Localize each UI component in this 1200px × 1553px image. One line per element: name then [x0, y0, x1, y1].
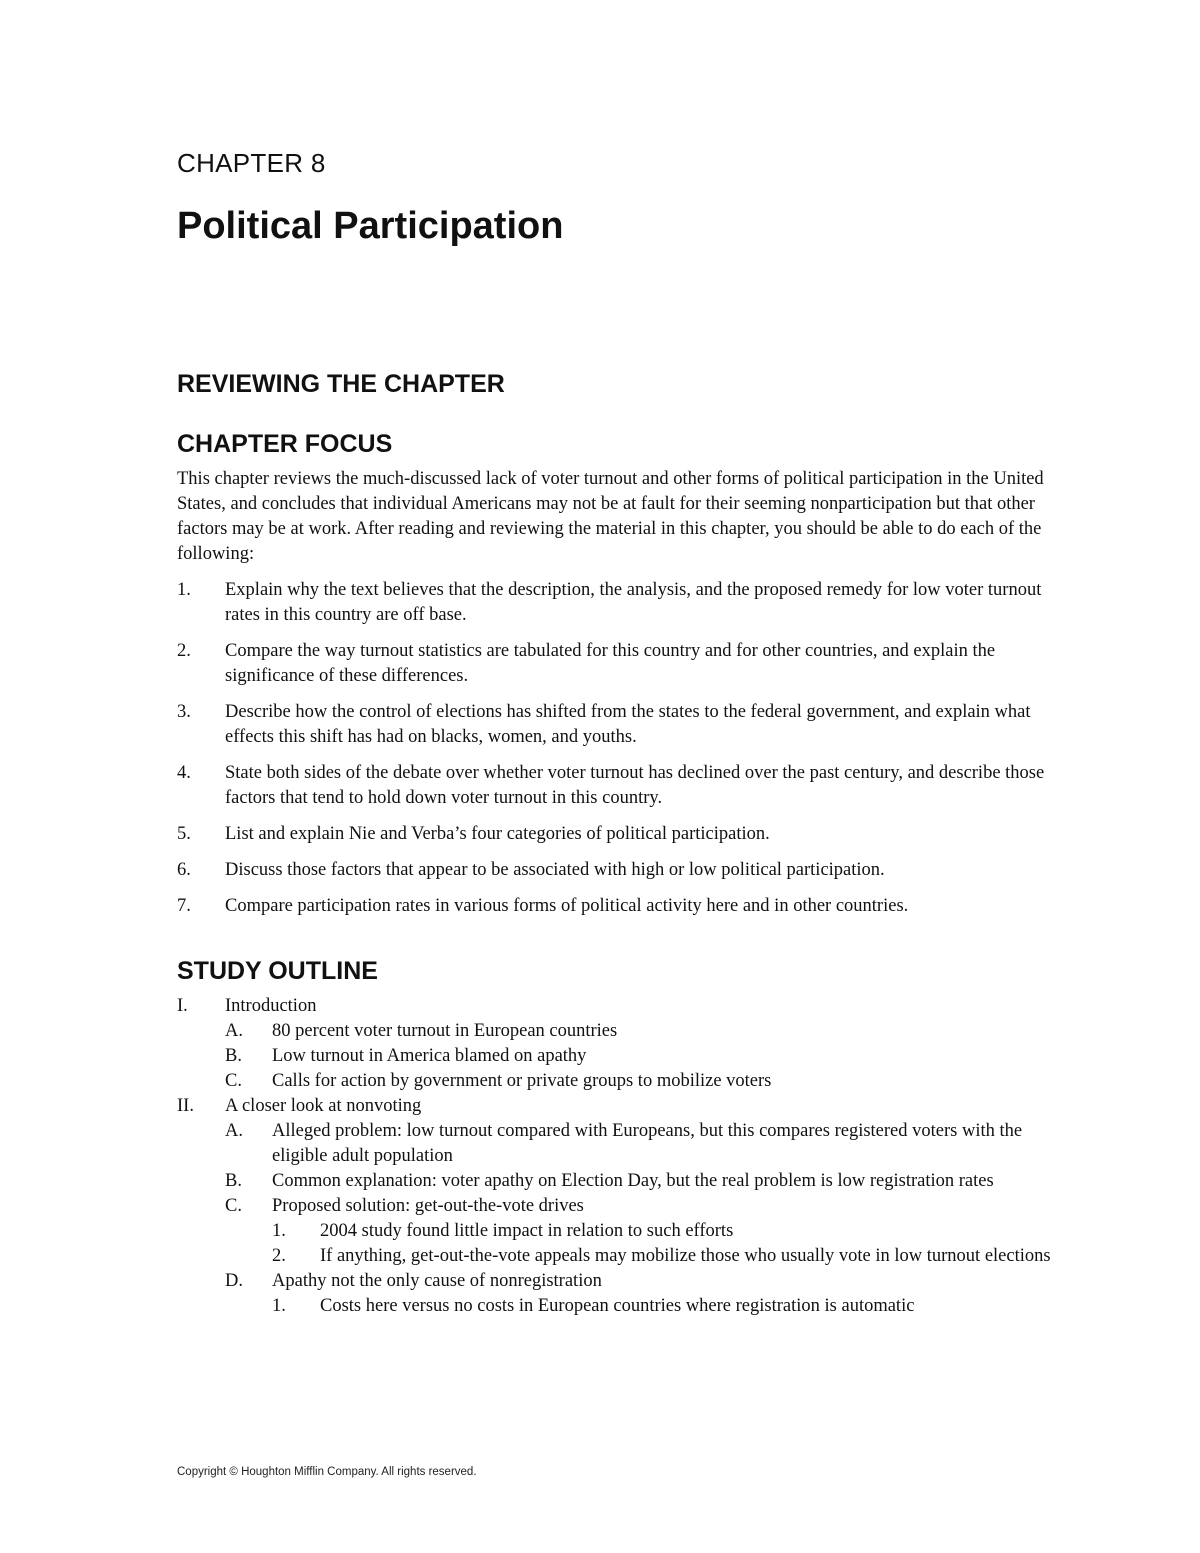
- objective-item: [177, 578, 1077, 628]
- outline-marker: C.: [225, 1071, 242, 1091]
- outline-text: Costs here versus no costs in European countries where registration is automatic: [320, 1296, 915, 1316]
- chapter-focus-heading: CHAPTER FOCUS: [177, 430, 393, 458]
- objective-number: 4.: [177, 763, 191, 783]
- outline-item: [177, 1019, 1077, 1044]
- outline-item: [177, 1094, 1077, 1119]
- outline-marker: B.: [225, 1046, 242, 1066]
- reviewing-heading: REVIEWING THE CHAPTER: [177, 370, 505, 398]
- outline-item: [177, 1044, 1077, 1069]
- study-outline: [177, 994, 1077, 1319]
- outline-item: [177, 1219, 1077, 1244]
- outline-marker: II.: [177, 1096, 194, 1116]
- objective-text: Discuss those factors that appear to be associated with high or low political participation.: [225, 860, 885, 880]
- chapter-label: CHAPTER 8: [177, 148, 326, 178]
- outline-marker: B.: [225, 1171, 242, 1191]
- objective-item: [177, 894, 1077, 919]
- outline-item: [177, 1069, 1077, 1094]
- outline-text: 2004 study found little impact in relation to such efforts: [320, 1221, 734, 1241]
- outline-item: [177, 1244, 1077, 1269]
- outline-text: A closer look at nonvoting: [225, 1096, 422, 1116]
- objective-item: [177, 822, 1077, 847]
- outline-marker: A.: [225, 1021, 243, 1041]
- outline-item: [177, 994, 1077, 1019]
- objective-number: 2.: [177, 641, 191, 661]
- outline-text: If anything, get-out-the-vote appeals may mobilize those who usually vote in low turnout elections: [320, 1246, 1051, 1266]
- outline-item: [177, 1119, 1077, 1169]
- outline-text: Proposed solution: get-out-the-vote drives: [272, 1196, 584, 1216]
- objective-item: [177, 700, 1077, 750]
- chapter-focus-intro: This chapter reviews the much-discussed lack of voter turnout and other forms of political participation in the United States, and concludes that individual Americans may not be at fault for their seeming nonparticipation but that other factors may be at work. After reading and reviewing the material in this chapter, you should be able to do each of the following:: [177, 469, 1044, 564]
- copyright-footer: Copyright © Houghton Mifflin Company. All rights reserved.: [177, 1466, 477, 1478]
- objective-number: 6.: [177, 860, 191, 880]
- learning-objectives-list: [177, 578, 1077, 930]
- outline-text: Apathy not the only cause of nonregistration: [272, 1271, 602, 1291]
- study-outline-heading: STUDY OUTLINE: [177, 957, 378, 985]
- outline-marker: 1.: [272, 1221, 286, 1241]
- outline-text: Calls for action by government or private groups to mobilize voters: [272, 1071, 772, 1091]
- outline-text: Alleged problem: low turnout compared with Europeans, but this compares registered voters with the eligible adult population: [272, 1121, 1023, 1166]
- objective-item: [177, 761, 1077, 811]
- objective-text: List and explain Nie and Verba’s four categories of political participation.: [225, 824, 770, 844]
- objective-text: State both sides of the debate over whether voter turnout has declined over the past century, and describe those factors that tend to hold down voter turnout in this country.: [225, 763, 1045, 808]
- outline-marker: A.: [225, 1121, 243, 1141]
- outline-item: [177, 1194, 1077, 1219]
- outline-item: [177, 1294, 1077, 1319]
- outline-item: [177, 1169, 1077, 1194]
- outline-text: Common explanation: voter apathy on Election Day, but the real problem is low registration rates: [272, 1171, 994, 1191]
- objective-number: 5.: [177, 824, 191, 844]
- objective-number: 7.: [177, 896, 191, 916]
- outline-marker: 2.: [272, 1246, 286, 1266]
- objective-text: Compare participation rates in various forms of political activity here and in other countries.: [225, 896, 909, 916]
- outline-marker: I.: [177, 996, 188, 1016]
- objective-number: 3.: [177, 702, 191, 722]
- outline-text: Introduction: [225, 996, 317, 1016]
- objective-number: 1.: [177, 580, 191, 600]
- outline-marker: D.: [225, 1271, 243, 1291]
- objective-item: [177, 858, 1077, 883]
- outline-marker: 1.: [272, 1296, 286, 1316]
- outline-text: Low turnout in America blamed on apathy: [272, 1046, 587, 1066]
- objective-item: [177, 639, 1077, 689]
- objective-text: Compare the way turnout statistics are tabulated for this country and for other countries, and explain the significance of these differences.: [225, 641, 996, 686]
- objective-text: Describe how the control of elections has shifted from the states to the federal government, and explain what effects this shift has had on blacks, women, and youths.: [225, 702, 1031, 747]
- outline-text: 80 percent voter turnout in European countries: [272, 1021, 618, 1041]
- outline-marker: C.: [225, 1196, 242, 1216]
- chapter-title: Political Participation: [177, 205, 564, 247]
- outline-item: [177, 1269, 1077, 1294]
- objective-text: Explain why the text believes that the description, the analysis, and the proposed remedy for low voter turnout rates in this country are off base.: [225, 580, 1042, 625]
